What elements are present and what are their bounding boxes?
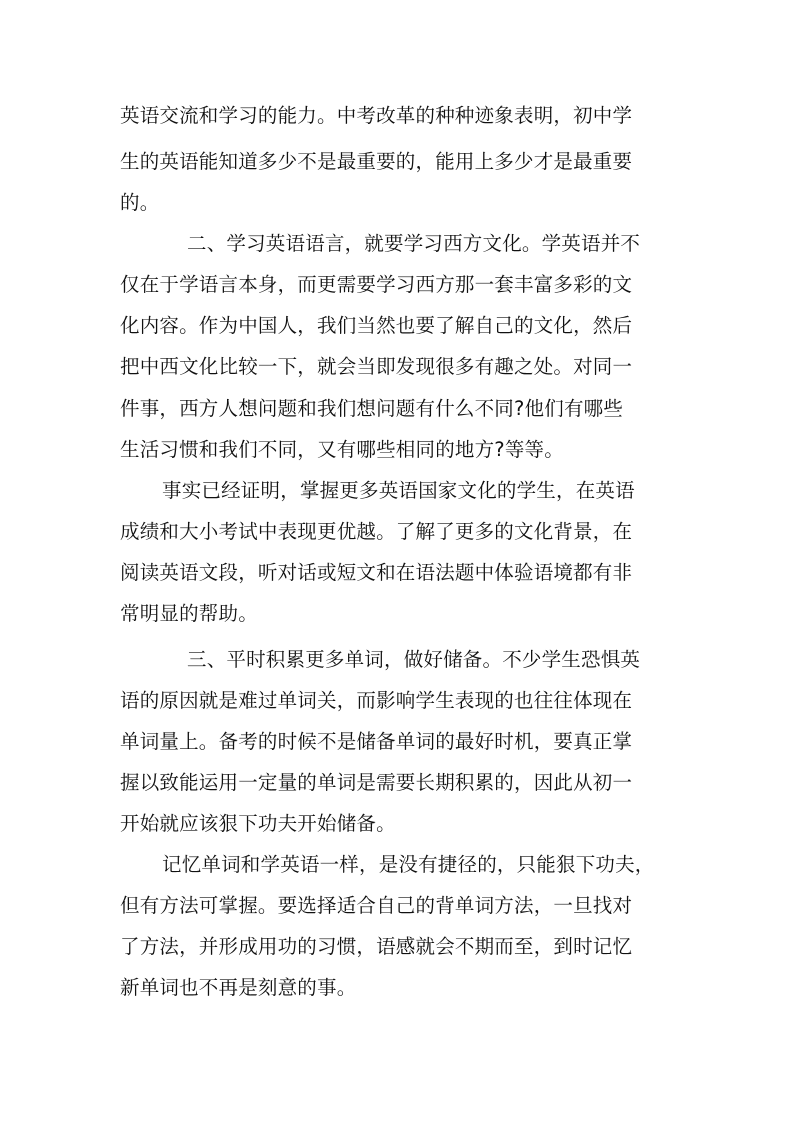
paragraph-3-line-2: 成绩和大小考试中表现更优越。了解了更多的文化背景，在 bbox=[120, 520, 633, 543]
paragraph-3-line-3: 阅读英语文段，听对话或短文和在语法题中体验语境都有非 bbox=[120, 561, 633, 584]
paragraph-1-line-3: 的。 bbox=[120, 191, 160, 214]
paragraph-5-line-4: 新单词也不再是刻意的事。 bbox=[120, 976, 357, 999]
paragraph-5-line-1: 记忆单词和学英语一样，是没有捷径的，只能狠下功夫， bbox=[162, 853, 655, 876]
paragraph-2-line-4: 把中西文化比较一下，就会当即发现很多有趣之处。对同一 bbox=[120, 355, 633, 378]
paragraph-2-line-3: 化内容。作为中国人，我们当然也要了解自己的文化，然后 bbox=[120, 314, 633, 337]
paragraph-4-line-4: 握以致能运用一定量的单词是需要长期积累的，因此从初一 bbox=[120, 771, 633, 794]
paragraph-5-line-2: 但有方法可掌握。要选择适合自己的背单词方法，一旦找对 bbox=[120, 894, 633, 917]
paragraph-2-line-2: 仅在于学语言本身，而更需要学习西方那一套丰富多彩的文 bbox=[120, 273, 633, 296]
paragraph-4-line-1: 三、平时积累更多单词，做好储备。不少学生恐惧英 bbox=[187, 648, 641, 671]
paragraph-4-line-3: 单词量上。备考的时候不是储备单词的最好时机，要真正掌 bbox=[120, 730, 633, 753]
paragraph-4-line-5: 开始就应该狠下功夫开始储备。 bbox=[120, 812, 396, 835]
paragraph-1-line-1: 英语交流和学习的能力。中考改革的种种迹象表明，初中学 bbox=[120, 104, 633, 127]
paragraph-2-line-6: 生活习惯和我们不同，又有哪些相同的地方?等等。 bbox=[120, 438, 564, 461]
paragraph-5-line-3: 了方法，并形成用功的习惯，语感就会不期而至，到时记忆 bbox=[120, 935, 633, 958]
paragraph-1-line-2: 生的英语能知道多少不是最重要的，能用上多少才是最重要 bbox=[120, 150, 633, 173]
paragraph-2-line-1: 二、学习英语语言，就要学习西方文化。学英语并不 bbox=[187, 232, 641, 255]
paragraph-4-line-2: 语的原因就是难过单词关，而影响学生表现的也往往体现在 bbox=[120, 689, 633, 712]
paragraph-3-line-4: 常明显的帮助。 bbox=[120, 602, 258, 625]
paragraph-3-line-1: 事实已经证明，掌握更多英语国家文化的学生，在英语 bbox=[162, 479, 635, 502]
paragraph-2-line-5: 件事，西方人想问题和我们想问题有什么不同?他们有哪些 bbox=[120, 397, 624, 420]
